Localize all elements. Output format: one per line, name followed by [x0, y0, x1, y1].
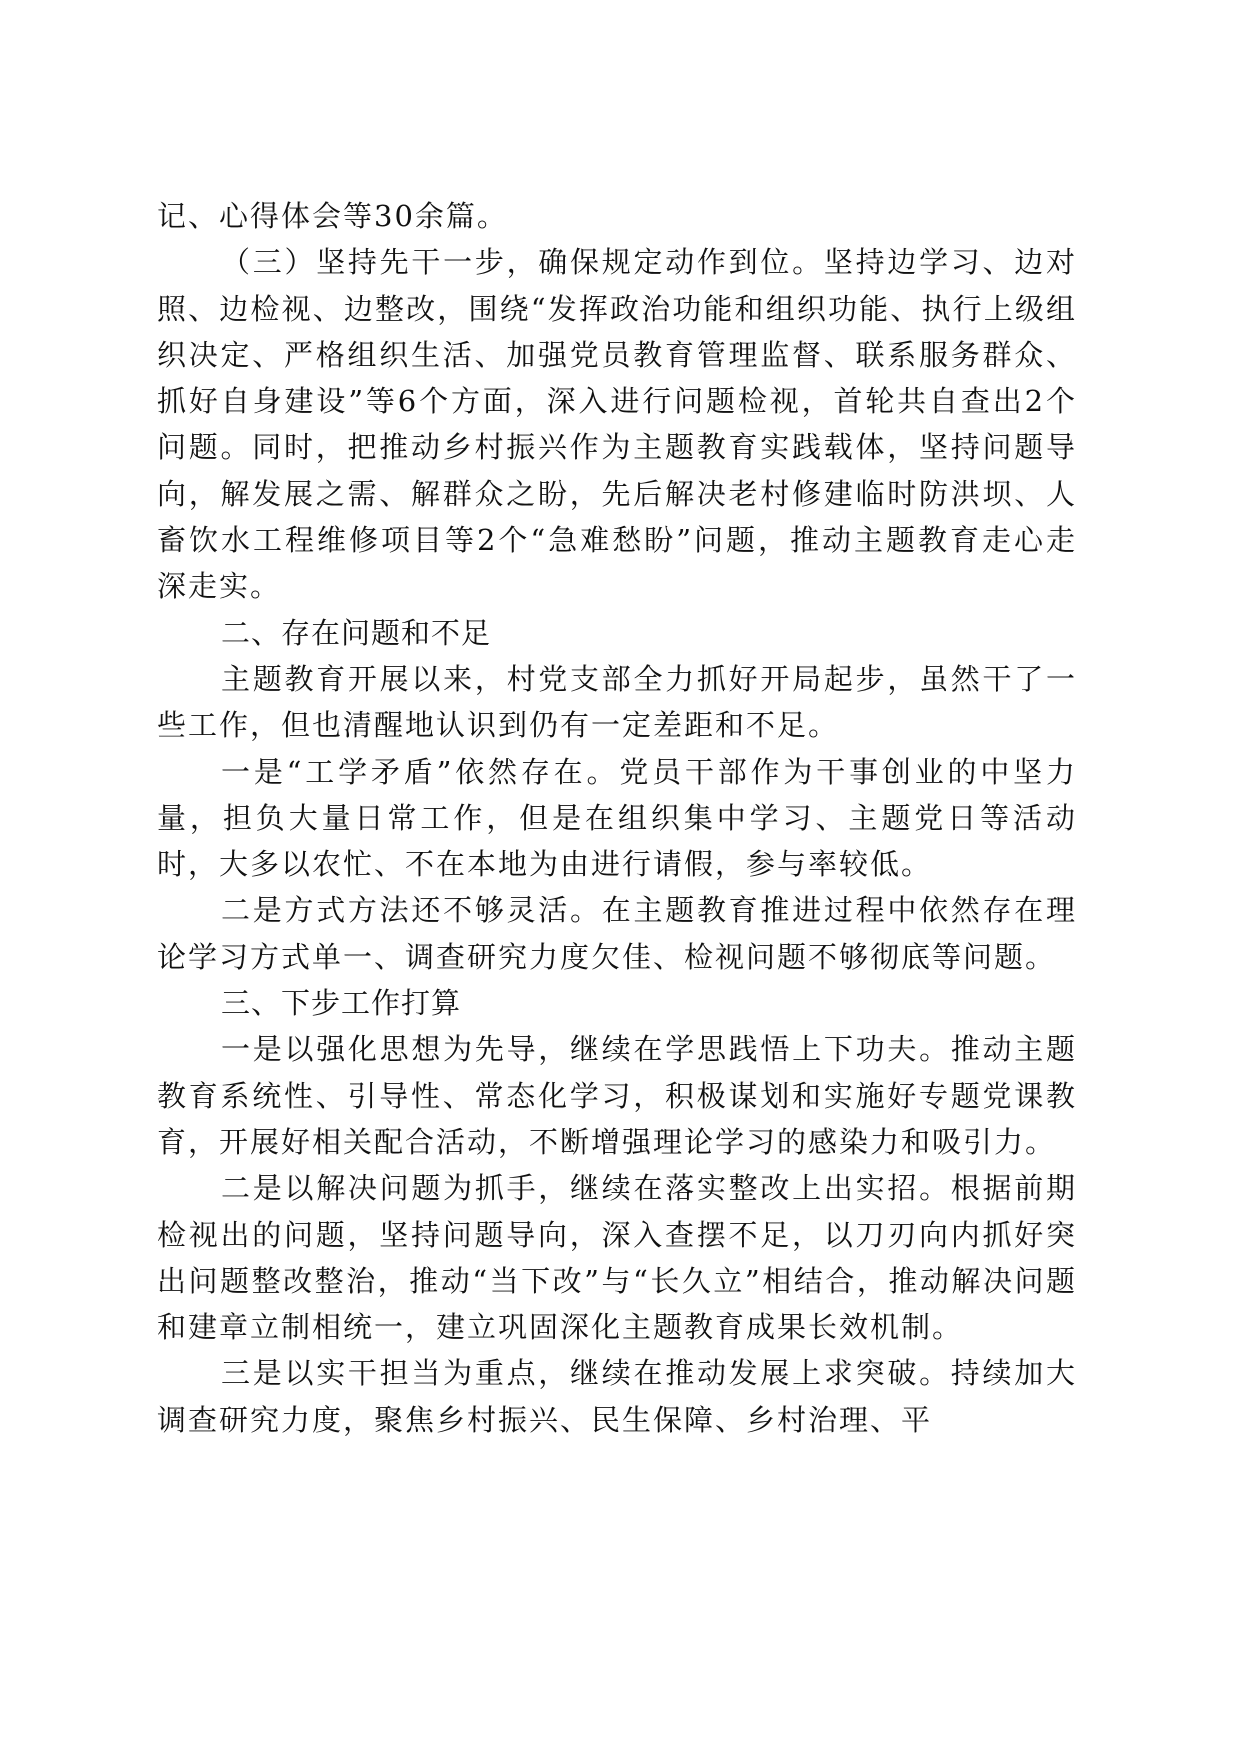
paragraph-plan-two: 二是以解决问题为抓手，继续在落实整改上出实招。根据前期检视出的问题，坚持问题导向，深入查摆不足，以刀刃向内抓好突出问题整改整治，推动“当下改”与“长久立”相结合，推动解决问题和建章立制相统一，建立巩固深化主题教育成果长效机制。: [157, 1171, 1077, 1345]
paragraph-section-three-subpoint: （三）坚持先干一步，确保规定动作到位。坚持边学习、边对照、边检视、边整改，围绕“发挥政治功能和组织功能、执行上级组织决定、严格组织生活、加强党员教育管理监督、联系服务群众、抓好自身建设”等6个方面，深入进行问题检视，首轮共自查出2个问题。同时，把推动乡村振兴作为主题教育实践载体，坚持问题导向，解发展之需、解群众之盼，先后解决老村修建临时防洪坝、人畜饮水工程维修项目等2个“急难愁盼”问题，推动主题教育走心走深走实。: [157, 245, 1077, 604]
heading-problems-and-shortcomings: 二、存在问题和不足: [221, 615, 492, 650]
paragraph-problem-one: 一是“工学矛盾”依然存在。党员干部作为干事创业的中坚力量，担负大量日常工作，但是在组织集中学习、主题党日等活动时，大多以农忙、不在本地为由进行请假，参与率较低。: [157, 754, 1077, 882]
paragraph-plan-three: 三是以实干担当为重点，继续在推动发展上求突破。持续加大调查研究力度，聚焦乡村振兴、民生保障、乡村治理、平: [157, 1356, 1077, 1437]
paragraph-continuation: 记、心得体会等30余篇。: [157, 199, 508, 233]
paragraph-problems-intro: 主题教育开展以来，村党支部全力抓好开局起步，虽然干了一些工作，但也清醒地认识到仍有一定差距和不足。: [157, 661, 1077, 743]
document-body: [157, 193, 1077, 1443]
paragraph-problem-two: 二是方式方法还不够灵活。在主题教育推进过程中依然存在理论学习方式单一、调查研究力度欠佳、检视问题不够彻底等问题。: [157, 893, 1077, 974]
paragraph-plan-one: 一是以强化思想为先导，继续在学思践悟上下功夫。推动主题教育系统性、引导性、常态化学习，积极谋划和实施好专题党课教育，开展好相关配合活动，不断增强理论学习的感染力和吸引力。: [157, 1032, 1077, 1159]
heading-next-steps: 三、下步工作打算: [221, 986, 462, 1021]
